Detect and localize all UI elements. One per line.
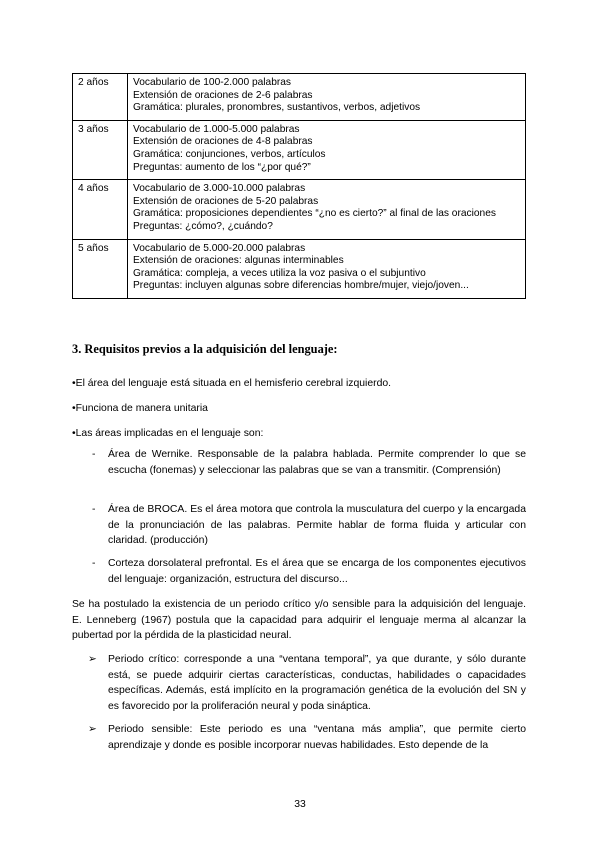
list-item — [88, 652, 526, 714]
table-line: Extensión de oraciones de 4-8 palabras — [133, 136, 313, 148]
table-line: Vocabulario de 100-2.000 palabras — [133, 77, 292, 88]
age-cell: 4 años — [73, 180, 128, 239]
list-item-text: Área de Wernike. Responsable de la palabra hablada. Permite comprender lo que se escucha (fonemas) y seleccionar las palabras que se van a transmitir. (Comprensión) — [108, 449, 526, 476]
age-cell: 3 años — [73, 120, 128, 179]
table-line: Vocabulario de 3.000-10.000 palabras — [133, 183, 306, 195]
table-row — [73, 74, 526, 121]
dash-marker: - — [92, 504, 96, 515]
bullet-item: •Las áreas implicadas en el lenguaje son: — [72, 428, 264, 439]
bullet-item: •El área del lenguaje está situada en el hemisferio cerebral izquierdo. — [72, 378, 392, 389]
age-cell: 2 años — [73, 74, 128, 121]
description-cell — [128, 180, 526, 239]
description-cell — [128, 120, 526, 179]
dash-marker: - — [92, 449, 96, 460]
table-line: Vocabulario de 1.000-5.000 palabras — [133, 123, 300, 135]
age-cell: 5 años — [73, 239, 128, 298]
table-line: Preguntas: aumento de los “¿por qué?” — [133, 161, 311, 173]
table-line: Gramática: proposiciones dependientes “¿no es cierto?” al final de las oraciones — [133, 208, 496, 220]
table-row — [73, 239, 526, 298]
table-row — [73, 180, 526, 239]
table-line: Extensión de oraciones de 5-20 palabras — [133, 195, 319, 207]
language-development-table — [72, 73, 526, 299]
body-paragraph: Se ha postulado la existencia de un periodo crítico y/o sensible para la adquisición del lenguaje. E. Lenneberg (1967) postula que la capacidad para adquirir el lenguaje merma al alcanzar la pubertad por la pérdida de la plasticidad neural. — [72, 599, 526, 642]
page-number: 33 — [294, 799, 306, 810]
list-item-text: Área de BROCA. Es el área motora que controla la musculatura del cuerpo y la encargada de la pronunciación de las palabras. Permite hablar de forma fluida y articular con claridad. (producción) — [108, 504, 526, 547]
list-item — [92, 556, 526, 587]
table-line: Extensión de oraciones de 2-6 palabras — [133, 89, 313, 101]
table-line: Gramática: compleja, a veces utiliza la voz pasiva o el subjuntivo — [133, 267, 426, 279]
arrow-bullet-icon: ➢ — [88, 654, 97, 665]
table-line: Preguntas: incluyen algunas sobre diferencias hombre/mujer, viejo/joven... — [133, 280, 469, 292]
arrow-bullet-icon: ➢ — [88, 724, 97, 735]
table-line: Preguntas: ¿cómo?, ¿cuándo? — [133, 220, 273, 232]
table-line: Gramática: conjunciones, verbos, artículos — [133, 148, 326, 160]
table-line: Gramática: plurales, pronombres, sustantivos, verbos, adjetivos — [133, 102, 421, 114]
dash-marker: - — [92, 558, 96, 569]
table-row — [73, 120, 526, 179]
bullet-item: •Funciona de manera unitaria — [72, 403, 208, 414]
list-item-text: Periodo crítico: corresponde a una “ventana temporal”, ya que durante, y sólo durante está, se puede adquirir ciertas características, conductas, habilidades o capacidades específicas. Además, está implícito en la programación genética de la evolución del SN y es favorecido por la proliferación neural y poda sináptica. — [108, 654, 526, 712]
list-item — [92, 447, 526, 478]
description-cell — [128, 239, 526, 298]
description-cell — [128, 74, 526, 121]
list-item — [88, 722, 526, 753]
list-item-text: Corteza dorsolateral prefrontal. Es el área que se encarga de los componentes ejecutivos del lenguaje: organización, estructura del discurso... — [108, 558, 526, 585]
table-line: Vocabulario de 5.000-20.000 palabras — [133, 242, 306, 254]
section-heading: 3. Requisitos previos a la adquisición del lenguaje: — [72, 342, 338, 356]
list-item-text: Periodo sensible: Este periodo es una “ventana más amplia”, que permite cierto aprendizaje y donde es posible incorporar nuevas habilidades. Esto depende de la — [108, 724, 526, 751]
table-line: Extensión de oraciones: algunas interminables — [133, 255, 344, 267]
list-item — [92, 502, 526, 549]
